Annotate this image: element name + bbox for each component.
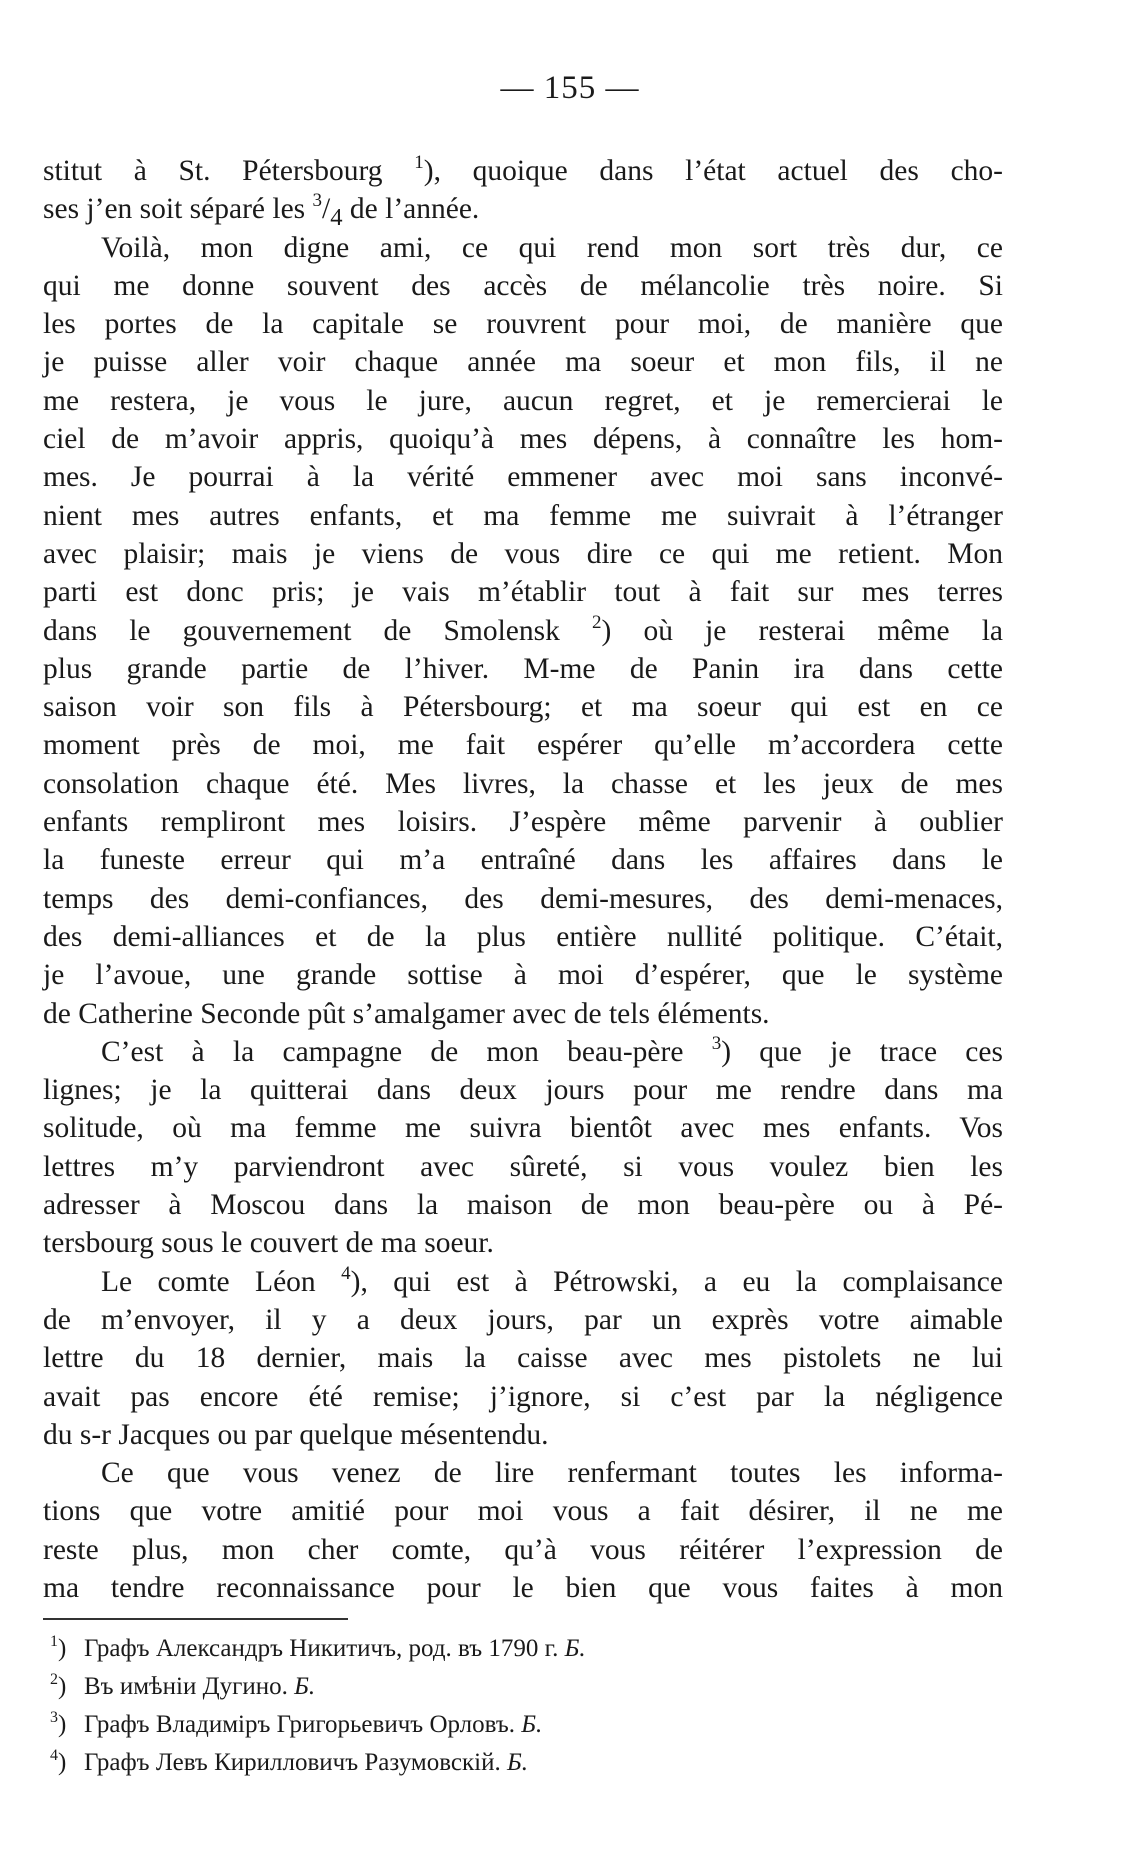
- text-line: [43, 841, 1003, 879]
- footnote-editor-mark: Б.: [521, 1711, 543, 1738]
- text-line: [43, 1454, 1003, 1492]
- text-line: [43, 650, 1003, 688]
- text-line: [43, 152, 1003, 190]
- text-line: [43, 918, 1003, 956]
- text-run: parti est donc pris; je vais m’établir tout à fait sur mes terres: [43, 576, 1003, 609]
- text-run: lettre du 18 dernier, mais la caisse avec mes pistolets ne lui: [43, 1342, 1003, 1375]
- text-run: lettres m’y parviendront avec sûreté, si vous voulez bien les: [43, 1150, 1003, 1183]
- text-run: solitude, où ma femme me suivra bientôt avec mes enfants. Vos: [43, 1112, 1003, 1145]
- text-run: tersbourg sous le couvert de ma soeur.: [43, 1227, 494, 1260]
- main-text: [43, 152, 1003, 1607]
- footnote-ref: 3: [312, 190, 323, 212]
- text-line: [43, 1109, 1003, 1147]
- text-run: consolation chaque été. Mes livres, la chasse et les jeux de mes: [43, 767, 1003, 800]
- text-line: [43, 803, 1003, 841]
- text-line: [43, 458, 1003, 496]
- text-line: [43, 1531, 1003, 1569]
- footnote-number: 3: [50, 1709, 58, 1726]
- text-run: ), qui est à Pétrowski, a eu la complaisance: [350, 1265, 1003, 1298]
- text-run: C’est à la campagne de mon beau-père: [101, 1035, 712, 1068]
- text-run: de m’envoyer, il y a deux jours, par un exprès votre aimable: [43, 1303, 1003, 1336]
- text-line: [43, 1492, 1003, 1530]
- text-run: ) que je trace ces: [721, 1035, 1003, 1068]
- footnote-ref: 3: [711, 1032, 722, 1054]
- text-line: [43, 1224, 1003, 1262]
- text-line: [43, 1569, 1003, 1607]
- text-run: ma tendre reconnaissance pour le bien que vous faites à mon: [43, 1571, 1003, 1604]
- footnote-mark: $^4$): [50, 1747, 67, 1776]
- text-line: [43, 880, 1003, 918]
- text-line: [43, 1416, 1003, 1454]
- text-line: [43, 382, 1003, 420]
- page-number: — 155 —: [500, 70, 640, 106]
- text-run: avait pas encore été remise; j’ignore, si c’est par la négligence: [43, 1380, 1003, 1413]
- footnotes: [50, 1630, 972, 1782]
- text-run: lignes; je la quitterai dans deux jours pour me rendre dans ma: [43, 1074, 1003, 1107]
- text-run: saison voir son fils à Pétersbourg; et ma soeur qui est en ce: [43, 691, 1003, 724]
- text-line: [43, 497, 1003, 535]
- footnote-text: Графъ Владимiръ Григорьевичъ Орловъ.: [84, 1711, 522, 1738]
- text-run: je l’avoue, une grande sottise à moi d’espérer, que le système: [43, 959, 1003, 992]
- footnote-editor-mark: Б.: [506, 1749, 528, 1776]
- text-line: [43, 956, 1003, 994]
- footnote-text: Графъ Александръ Никитичъ, род. въ 1790 г.: [84, 1635, 565, 1662]
- text-run: me restera, je vous le jure, aucun regret, et je remercierai le: [43, 384, 1003, 417]
- text-run: Voilà, mon digne ami, ce qui rend mon sort très dur, ce: [101, 231, 1003, 264]
- footnote-mark: $^3$): [50, 1709, 67, 1738]
- footnote: [50, 1744, 972, 1782]
- footnote-text: Графъ Левъ Кирилловичъ Разумовскiй.: [84, 1749, 507, 1776]
- footnote-number: 4: [50, 1747, 58, 1764]
- text-run: moment près de moi, me fait espérer qu’elle m’accordera cette: [43, 729, 1003, 762]
- fraction-denominator: 4: [330, 204, 343, 232]
- text-run: tions que votre amitié pour moi vous a fait désirer, il ne me: [43, 1495, 1003, 1528]
- text-run: /: [322, 193, 331, 226]
- text-line: [43, 535, 1003, 573]
- text-line: [43, 765, 1003, 803]
- text-line: [43, 688, 1003, 726]
- text-run: de Catherine Seconde pût s’amalgamer avec de tels éléments.: [43, 997, 770, 1030]
- text-line: [43, 420, 1003, 458]
- footnote-ref: 2: [592, 611, 602, 633]
- text-line: [43, 573, 1003, 611]
- text-line: [43, 1301, 1003, 1339]
- text-line: [43, 190, 1003, 232]
- text-run: nient mes autres enfants, et ma femme me suivrait à l’étranger: [43, 499, 1003, 532]
- footnote: [50, 1706, 972, 1744]
- text-run: je puisse aller voir chaque année ma soeur et mon fils, il ne: [43, 346, 1003, 379]
- text-line: [43, 1186, 1003, 1224]
- footnote-text: Въ имѣнiи Дугино.: [84, 1673, 295, 1700]
- footnote-mark: $^2$): [50, 1671, 67, 1700]
- footnote-ref: 4: [341, 1262, 351, 1284]
- text-line: [43, 995, 1003, 1033]
- text-line: [43, 343, 1003, 381]
- footnote-number: 2: [50, 1671, 58, 1688]
- text-run: ) où je resterai même la: [601, 614, 1003, 647]
- text-line: [43, 1378, 1003, 1416]
- text-line: [43, 1148, 1003, 1186]
- text-run: de l’année.: [342, 193, 480, 226]
- text-run: mes. Je pourrai à la vérité emmener avec moi sans inconvé-: [43, 461, 1003, 494]
- footnote: [50, 1668, 972, 1706]
- text-line: [43, 1033, 1003, 1071]
- text-run: des demi-alliances et de la plus entière nullité politique. C’était,: [43, 920, 1003, 953]
- text-line: [43, 1263, 1003, 1301]
- text-run: du s-r Jacques ou par quelque mésentendu.: [43, 1418, 549, 1451]
- footnote-ref: 1: [414, 152, 424, 173]
- text-run: qui me donne souvent des accès de mélancolie très noire. Si: [43, 269, 1003, 302]
- text-line: [43, 1339, 1003, 1377]
- text-line: [43, 612, 1003, 650]
- text-run: enfants rempliront mes loisirs. J’espère même parvenir à oublier: [43, 806, 1003, 839]
- text-line: [43, 267, 1003, 305]
- text-run: adresser à Moscou dans la maison de mon beau-père ou à Pé-: [43, 1189, 1003, 1222]
- text-run: avec plaisir; mais je viens de vous dire ce qui me retient. Mon: [43, 537, 1003, 570]
- text-run: reste plus, mon cher comte, qu’à vous réitérer l’expression de: [43, 1533, 1003, 1566]
- footnote-editor-mark: Б.: [564, 1635, 586, 1662]
- text-run: Le comte Léon: [101, 1265, 342, 1298]
- text-run: plus grande partie de l’hiver. M-me de Panin ira dans cette: [43, 652, 1003, 685]
- text-run: stitut à St. Pétersbourg: [43, 155, 415, 187]
- text-run: ), quoique dans l’état actuel des cho-: [423, 155, 1003, 187]
- text-line: [43, 726, 1003, 764]
- text-run: ciel de m’avoir appris, quoiqu’à mes dépens, à connaître les hom-: [43, 423, 1003, 456]
- text-line: [43, 1071, 1003, 1109]
- text-run: temps des demi-confiances, des demi-mesures, des demi-menaces,: [43, 882, 1003, 915]
- text-run: la funeste erreur qui m’a entraîné dans les affaires dans le: [43, 844, 1003, 877]
- text-run: Ce que vous venez de lire renfermant toutes les informa-: [101, 1457, 1003, 1490]
- footnote-number: 1: [50, 1633, 58, 1650]
- text-run: ses j’en soit séparé les: [43, 193, 313, 226]
- text-run: les portes de la capitale se rouvrent pour moi, de manière que: [43, 308, 1003, 341]
- text-run: dans le gouvernement de Smolensk: [43, 614, 593, 647]
- footnote-divider: [43, 1618, 348, 1620]
- footnote: [50, 1630, 972, 1668]
- text-line: [43, 305, 1003, 343]
- text-line: [43, 229, 1003, 267]
- footnote-editor-mark: Б.: [294, 1673, 316, 1700]
- footnote-mark: $^1$): [50, 1633, 67, 1662]
